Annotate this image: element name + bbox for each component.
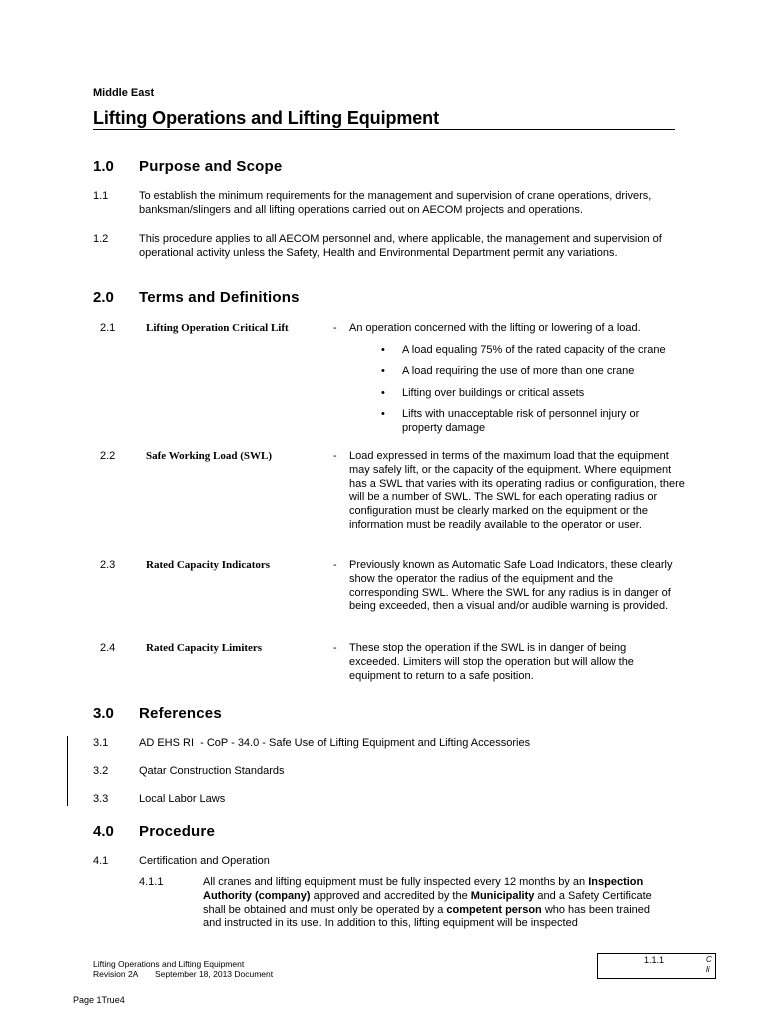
item-text: Certification and Operation (139, 855, 270, 867)
bullet-text: A load requiring the use of more than one crane (402, 365, 635, 377)
definition-term: Rated Capacity Indicators (146, 559, 271, 571)
section-number: 1.0 (93, 158, 114, 175)
text-run-bold: Municipality (470, 889, 535, 902)
region-label: Middle East (93, 87, 155, 99)
item-text: This procedure applies to all AECOM personnel and, where applicable, the management and supervision of operational activity unless the Safety, Health and Environmental Department permit any variations. (139, 233, 662, 259)
revision-change-bar (67, 736, 68, 806)
page-number: Page 1True4 (73, 995, 125, 1005)
definition-dash: - (333, 322, 337, 334)
definition-text: An operation concerned with the lifting or lowering of a load. (349, 322, 641, 334)
section-title: Purpose and Scope (139, 158, 283, 175)
text-run: approved and accredited by the (310, 889, 471, 902)
text-run: All cranes and lifting equipment must be fully inspected every 12 months by an (203, 876, 589, 888)
item-number: 1.1 (93, 190, 109, 202)
footer-date: September 18, 2013 Document (155, 969, 274, 979)
bullet-icon: • (381, 408, 385, 420)
reference-text: AD EHS RI - CoP - 34.0 - Safe Use of Lifting Equipment and Lifting Accessories (139, 737, 531, 749)
item-number: 4.1 (93, 855, 109, 867)
reference-number: 3.3 (93, 793, 109, 805)
title-underline (93, 129, 675, 130)
bullet-text: A load equaling 75% of the rated capacity of the crane (402, 344, 666, 356)
reference-number: 3.1 (93, 737, 109, 749)
text-run: and a Safety Certificate shall be obtained and must only be operated by a (203, 889, 652, 916)
bullet-icon: • (381, 387, 385, 399)
section-title: Terms and Definitions (139, 289, 300, 306)
text-run-bold: competent person (446, 903, 542, 916)
document-title: Lifting Operations and Lifting Equipment (93, 108, 439, 128)
definition-text: Previously known as Automatic Safe Load Indicators, these clearly show the operator the radius of the equipment and the corresponding SWL. Where the SWL for any radius is in danger of being exceeded, then a visual and/or audible warning is provided. (349, 559, 673, 613)
item-text: To establish the minimum requirements for the management and supervision of crane operations, drivers, banksman/slingers and all lifting operations carried out on AECOM projects and operations. (139, 190, 652, 216)
bullet-icon: • (381, 344, 385, 356)
definition-number: 2.3 (100, 559, 116, 571)
reference-text: Qatar Construction Standards (139, 765, 285, 777)
definition-number: 2.1 (100, 322, 116, 334)
definition-term: Safe Working Load (SWL) (146, 450, 273, 462)
section-title: References (139, 705, 222, 722)
section-number: 3.0 (93, 705, 114, 722)
definition-text: Load expressed in terms of the maximum load that the equipment may safely lift, or the capacity of the equipment. Where equipment has a SWL that varies with its operating radius or configuration, there will be a number of SWL. The SWL for each operating radius or configuration must be clearly marked on the equipment or the information must be readily available to the operator or user. (349, 450, 685, 531)
definition-term: Rated Capacity Limiters (146, 642, 263, 654)
definition-dash: - (333, 559, 337, 571)
definition-text: These stop the operation if the SWL is in danger of being exceeded. Limiters will stop the operation but will allow the equipment to return to a safe position. (349, 642, 634, 682)
footer-reference-number: 1.1.1 (644, 955, 665, 965)
text-run-bold: Inspection Authority (company) (203, 876, 644, 902)
definition-number: 2.2 (100, 450, 116, 462)
subitem-text (203, 876, 670, 932)
reference-number: 3.2 (93, 765, 109, 777)
text-run: who has been trained and instructed in its use. In addition to this, lifting equipment will be inspected (203, 903, 651, 930)
definition-number: 2.4 (100, 642, 116, 654)
footer-revision: Revision 2A (93, 969, 139, 979)
section-number: 2.0 (93, 289, 114, 306)
footer-title: Lifting Operations and Lifting Equipment (93, 959, 245, 969)
item-number: 1.2 (93, 233, 109, 245)
section-title: Procedure (139, 823, 215, 840)
section-number: 4.0 (93, 823, 114, 840)
bullet-text: Lifts with unacceptable risk of personnel injury or property damage (402, 408, 640, 434)
definition-dash: - (333, 642, 337, 654)
bullet-text: Lifting over buildings or critical assets (402, 387, 585, 399)
reference-text: Local Labor Laws (139, 793, 226, 805)
bullet-icon: • (381, 365, 385, 377)
footer-reference-mark: li (706, 965, 710, 974)
subitem-number: 4.1.1 (139, 876, 164, 888)
definition-term: Lifting Operation Critical Lift (146, 322, 289, 334)
footer-reference-mark: C (706, 955, 712, 964)
definition-dash: - (333, 450, 337, 462)
